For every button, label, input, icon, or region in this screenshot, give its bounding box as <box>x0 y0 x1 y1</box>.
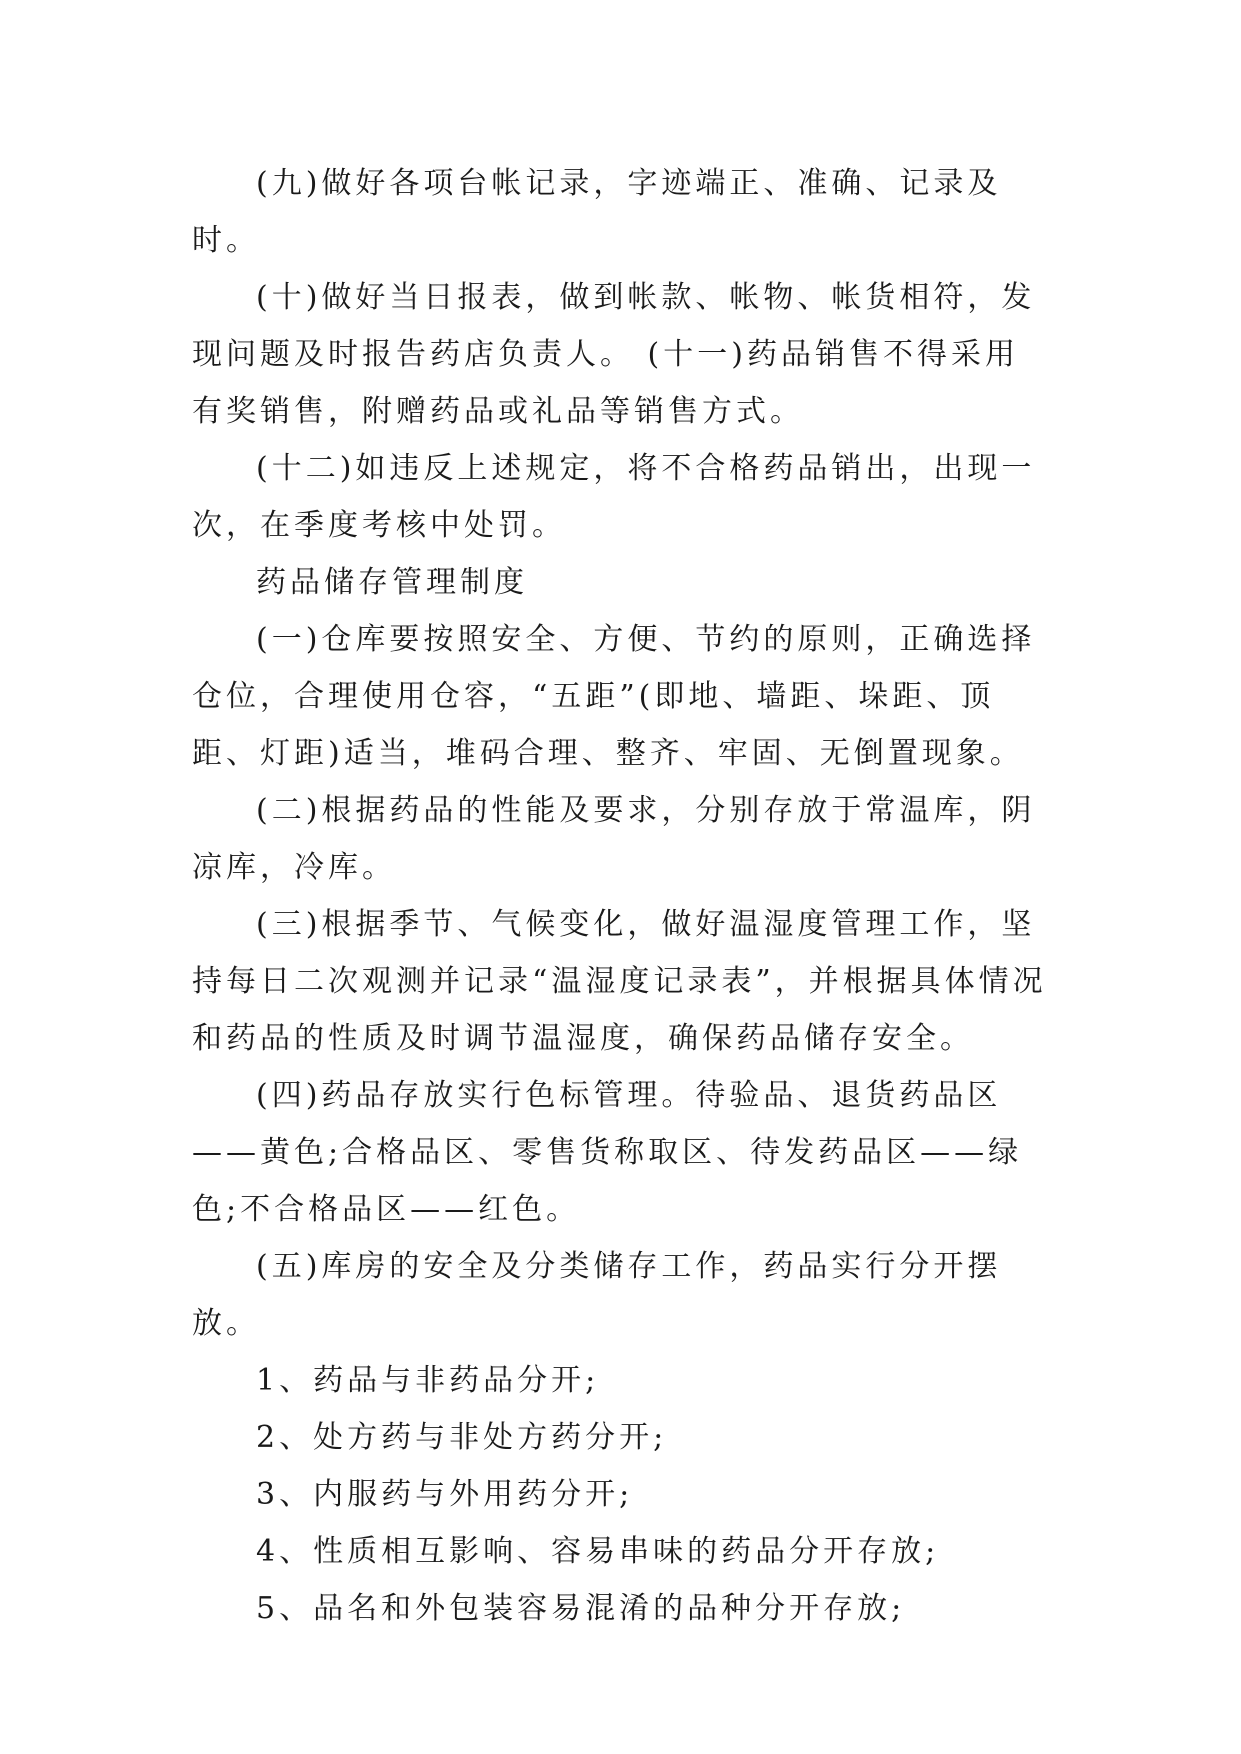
paragraph-storage-4: (四)药品存放实行色标管理。待验品、退货药品区——黄色;合格品区、零售货称取区、待发药品区——绿色;不合格品区——红色。 <box>192 1078 1023 1227</box>
list-item-5: 5、品名和外包装容易混淆的品种分开存放; <box>256 1591 906 1626</box>
paragraph-storage-2: (二)根据药品的性能及要求，分别存放于常温库，阴凉库，冷库。 <box>192 793 1036 885</box>
paragraph-storage-1: (一)仓库要按照安全、方便、节约的原则，正确选择仓位，合理使用仓容，“五距”(即地、墙距、垛距、顶距、灯距)适当，堆码合理、整齐、牢固、无倒置现象。 <box>192 622 1036 771</box>
paragraph-storage-5: (五)库房的安全及分类储存工作，药品实行分开摆放。 <box>192 1249 1002 1341</box>
list-item-2: 2、处方药与非处方药分开; <box>256 1420 668 1455</box>
paragraph-storage-3: (三)根据季节、气候变化，做好温湿度管理工作，坚持每日二次观测并记录“温湿度记录表”，并根据具体情况和药品的性质及时调节温湿度，确保药品储存安全。 <box>192 907 1047 1056</box>
section-heading-storage: 药品储存管理制度 <box>256 565 528 600</box>
list-item-3: 3、内服药与外用药分开; <box>256 1477 634 1512</box>
paragraph-12: (十二)如违反上述规定，将不合格药品销出，出现一次，在季度考核中处罚。 <box>192 451 1036 543</box>
paragraph-10-11: (十)做好当日报表，做到帐款、帐物、帐货相符，发现问题及时报告药店负责人。 (十一)药品销售不得采用有奖销售，附赠药品或礼品等销售方式。 <box>192 280 1036 429</box>
paragraph-9: (九)做好各项台帐记录，字迹端正、准确、记录及时。 <box>192 166 1002 258</box>
list-item-4: 4、性质相互影响、容易串味的药品分开存放; <box>256 1534 940 1569</box>
document-body <box>192 155 1052 1637</box>
list-item-1: 1、药品与非药品分开; <box>256 1363 600 1398</box>
